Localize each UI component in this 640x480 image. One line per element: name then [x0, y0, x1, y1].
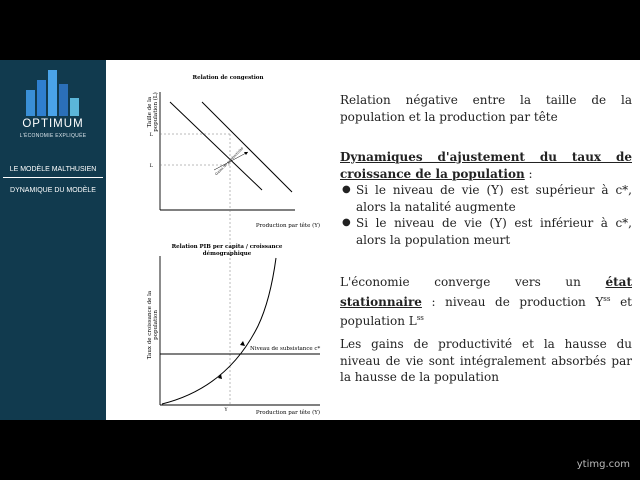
growth-title-line1: Relation PIB per capita / croissance: [171, 244, 283, 250]
convergence-sup-y: ss: [603, 294, 611, 303]
dynamics-colon: :: [524, 166, 533, 181]
dynamics-heading: Dynamiques d'ajustement du taux de croissance de la population: [340, 150, 632, 181]
brand-name: OPTIMUM: [22, 118, 84, 130]
dynamics-list: [340, 182, 632, 248]
congestion-curve-1: [170, 102, 262, 190]
slide: [0, 60, 640, 420]
tick-upper: L: [149, 132, 153, 138]
bullet-above: ● Si le niveau de vie (Y) est supérieur à c*, alors la natalité augmente: [356, 182, 632, 215]
sidebar: [0, 60, 106, 420]
convergence-sup-l: ss: [416, 314, 424, 322]
shift-arrowhead: [244, 152, 248, 155]
brand-tagline: L'ÉCONOMIE EXPLIQUÉE: [19, 133, 87, 139]
growth-curve: [162, 258, 276, 404]
growth-xlabel: Production par tête (Y): [255, 410, 321, 415]
para-congestion: Relation négative entre la taille de la population et la production par tête: [340, 93, 632, 124]
watermark: ytimg.com: [576, 459, 630, 470]
congestion-annotation: Gains de productivité: [214, 146, 245, 177]
convergence-mid: : niveau de production Y: [421, 294, 604, 309]
para-convergence: [340, 274, 632, 330]
growth-ylabel-line2: population: [153, 310, 159, 340]
growth-title-line2: démographique: [202, 251, 252, 257]
congestion-xlabel: Production par tête (Y): [255, 223, 321, 229]
subsistence-label: Niveau de subsistance c*: [250, 346, 321, 352]
charts: [130, 70, 340, 415]
logo-bars-icon: [26, 70, 82, 116]
convergence-bold: état stationnaire: [340, 275, 632, 309]
section-divider: [3, 177, 103, 178]
congestion-ylabel-line1: Taille de la: [147, 96, 153, 128]
para-dynamics: [340, 149, 632, 248]
growth-ylabel-line1: Taux de croissance de la: [147, 290, 153, 360]
bullet-below: ● Si le niveau de vie (Y) est inférieur à c*, alors la population meurt: [356, 215, 632, 248]
congestion-title: Relation de congestion: [192, 75, 264, 81]
curve-arrow-2: [240, 341, 245, 346]
convergence-and: et population L: [340, 294, 632, 328]
tick-lower: L: [149, 163, 153, 169]
yss-tick: Y: [224, 408, 228, 413]
para-gains: Les gains de productivité et la hausse du niveau de vie sont intégralement absorbés par la hausse de la population: [340, 337, 632, 384]
congestion-curve-2: [202, 102, 292, 192]
section-title: LE MODÈLE MALTHUSIEN: [9, 166, 97, 173]
growth-chart: [147, 244, 321, 415]
dynamics-heading-row: [340, 149, 632, 182]
congestion-ylabel-line2: population (L): [153, 92, 159, 132]
convergence-pre: L'économie converge vers un: [340, 275, 606, 289]
section-subtitle: DYNAMIQUE DU MODÈLE: [10, 187, 96, 194]
